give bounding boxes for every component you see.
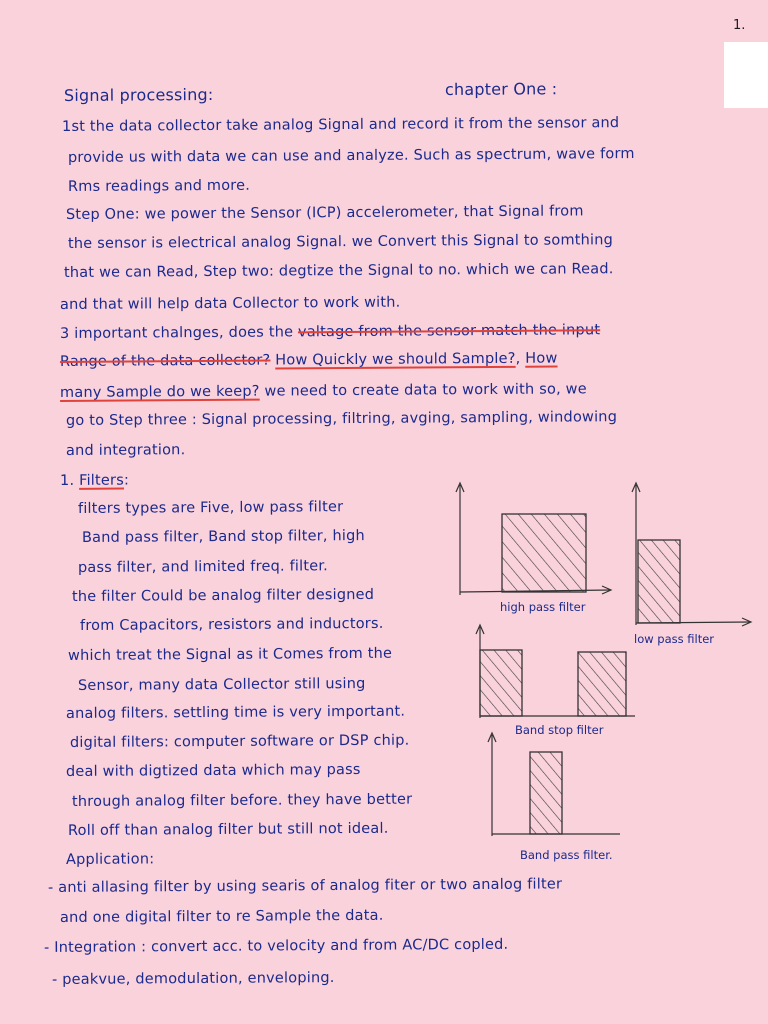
low-pass-caption: low pass filter	[634, 632, 715, 646]
underlined-question: How	[525, 350, 558, 367]
paragraph-line: Step One: we power the Sensor (ICP) accelerometer, that Signal from	[65, 203, 584, 223]
paragraph-line	[60, 351, 558, 370]
paragraph-line: and that will help data Collector to work with.	[59, 294, 401, 313]
paragraph-line: go to Step three : Signal processing, filtring, avging, sampling, windowing	[65, 409, 618, 429]
filters-line: deal with digtized data which may pass	[65, 761, 361, 780]
paragraph-line	[60, 381, 587, 401]
text-segment: ,	[515, 350, 521, 367]
paragraph-line: that we can Read, Step two: degtize the Signal to no. which we can Read.	[63, 261, 614, 281]
application-item: - peakvue, demodulation, enveloping.	[51, 970, 335, 988]
sticky-note	[724, 42, 768, 108]
paragraph-line: provide us with data we can use and analyze. Such as spectrum, wave form	[67, 146, 635, 166]
underlined-question: many Sample do we keep?	[59, 383, 260, 401]
filters-line: which treat the Signal as it Comes from the	[67, 645, 393, 664]
paragraph-line: Rms readings and more.	[67, 177, 251, 195]
struck-text: Range of the data collector?	[59, 352, 271, 370]
application-item: - Integration : convert acc. to velocity and from AC/DC copled.	[43, 936, 509, 956]
section-heading-filters	[60, 473, 129, 489]
high-pass-caption: high pass filter	[500, 600, 586, 614]
filters-line: pass filter, and limited freq. filter.	[77, 558, 329, 576]
filters-line: digital filters: computer software or DSP chip.	[69, 732, 410, 751]
band-pass-filter-diagram	[484, 730, 624, 844]
text-segment: 3 important chalnges, does the	[59, 324, 294, 342]
filters-line: Band pass filter, Band stop filter, high	[81, 528, 365, 546]
filters-line: analog filters. settling time is very important.	[65, 703, 406, 722]
filters-line: the filter Could be analog filter designed	[71, 586, 375, 605]
chapter-title: chapter One :	[444, 79, 558, 99]
page-title-left: Signal processing:	[63, 84, 214, 105]
section-label: Filters	[79, 472, 124, 489]
paragraph-line: and integration.	[65, 442, 186, 459]
filters-line: through analog filter before. they have better	[71, 791, 413, 810]
band-pass-caption: Band pass filter.	[520, 848, 613, 862]
filters-line: Sensor, many data Collector still using	[77, 675, 366, 694]
band-stop-caption: Band stop filter	[515, 723, 604, 737]
section-colon: :	[123, 472, 130, 489]
band-stop-filter-diagram	[470, 622, 640, 726]
text-segment: we need to create data to work with so, we	[264, 381, 587, 400]
section-number: 1.	[59, 472, 75, 489]
filters-line: filters types are Five, low pass filter	[77, 499, 344, 517]
paragraph-line: the sensor is electrical analog Signal. we Convert this Signal to somthing	[67, 232, 614, 252]
paragraph-line	[60, 322, 600, 342]
filters-line: Roll off than analog filter but still not ideal.	[67, 820, 389, 839]
underlined-question: How Quickly we should Sample?	[275, 350, 516, 369]
filters-line: from Capacitors, resistors and inductors.	[79, 615, 384, 634]
page-number: 1.	[733, 18, 746, 33]
application-heading: Application:	[65, 851, 155, 868]
struck-text: valtage from the sensor match the input	[297, 322, 601, 341]
paragraph-line: 1st the data collector take analog Signal and record it from the sensor and	[61, 115, 620, 135]
high-pass-filter-diagram	[450, 480, 615, 609]
low-pass-filter-diagram	[624, 480, 754, 634]
application-item: - anti allasing filter by using searis of analog fiter or two analog filter	[47, 876, 563, 896]
application-item: and one digital filter to re Sample the data.	[59, 907, 384, 926]
